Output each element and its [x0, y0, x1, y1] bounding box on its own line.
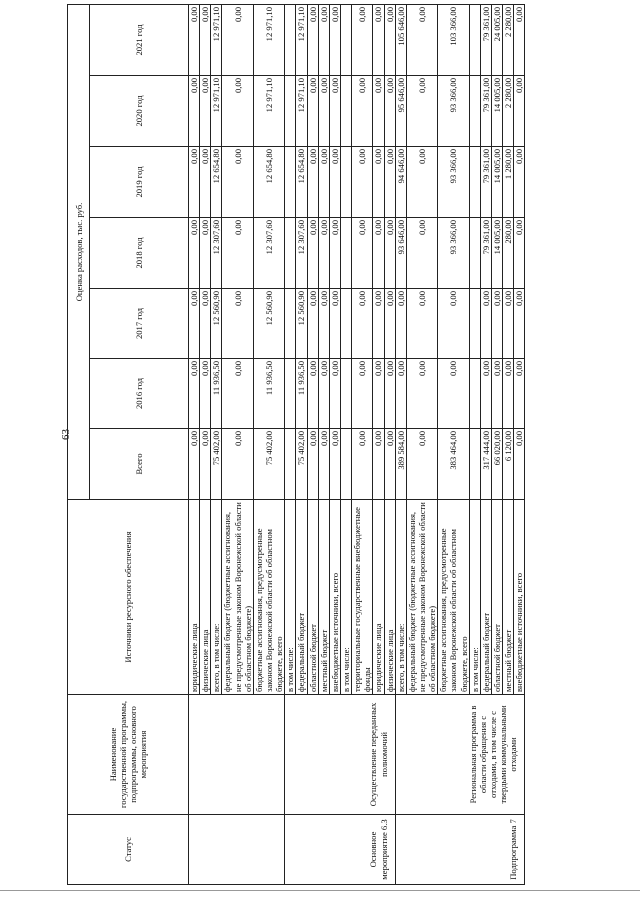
- source-cell: в том числе:: [469, 500, 480, 695]
- value-cell: 0,00: [514, 147, 525, 218]
- value-cell: 79 361,00: [480, 218, 491, 289]
- value-cell: 0,00: [406, 429, 437, 500]
- value-cell: 0,00: [307, 359, 318, 429]
- value-cell: 0,00: [200, 218, 211, 289]
- value-cell: 0,00: [329, 359, 340, 429]
- source-cell: внебюджетные источники, всего: [514, 500, 525, 695]
- value-cell: [469, 429, 480, 500]
- table-row: [189, 4, 200, 884]
- source-cell: территориальные государственные внебюджетные фонды: [352, 500, 373, 695]
- value-cell: 24 005,00: [491, 4, 502, 75]
- value-cell: 79 361,00: [480, 4, 491, 75]
- value-cell: 0,00: [318, 218, 329, 289]
- value-cell: 0,00: [514, 4, 525, 75]
- value-cell: [469, 218, 480, 289]
- source-cell: в том числе:: [285, 500, 296, 695]
- value-cell: 0,00: [373, 76, 384, 147]
- value-cell: 0,00: [189, 4, 200, 75]
- source-cell: всего, в том числе:: [211, 500, 222, 695]
- value-cell: 0,00: [222, 147, 253, 218]
- value-cell: 0,00: [307, 289, 318, 359]
- value-cell: [340, 4, 351, 75]
- value-cell: 94 646,00: [395, 147, 406, 218]
- value-cell: 12 971,10: [253, 4, 284, 75]
- header-estimate: Оценка расходов, тыс. руб.: [68, 4, 90, 499]
- value-cell: 95 646,00: [395, 76, 406, 147]
- value-cell: 79 361,00: [480, 147, 491, 218]
- value-cell: 0,00: [318, 359, 329, 429]
- value-cell: 0,00: [352, 429, 373, 500]
- source-cell: областной бюджет: [307, 500, 318, 695]
- value-cell: 75 402,00: [211, 429, 222, 500]
- value-cell: 0,00: [307, 4, 318, 75]
- row-name: [189, 695, 285, 815]
- value-cell: 79 361,00: [480, 76, 491, 147]
- value-cell: 0,00: [514, 289, 525, 359]
- value-cell: 280,00: [503, 218, 514, 289]
- value-cell: [285, 429, 296, 500]
- value-cell: 0,00: [318, 289, 329, 359]
- value-cell: 389 584,00: [395, 429, 406, 500]
- value-cell: [285, 289, 296, 359]
- value-cell: 0,00: [189, 147, 200, 218]
- value-cell: 93 366,00: [438, 218, 469, 289]
- value-cell: 12 971,10: [253, 76, 284, 147]
- value-cell: 0,00: [222, 4, 253, 75]
- value-cell: 12 971,10: [211, 76, 222, 147]
- table-row: [285, 4, 296, 884]
- value-cell: 0,00: [222, 76, 253, 147]
- value-cell: [340, 289, 351, 359]
- value-cell: 0,00: [318, 147, 329, 218]
- value-cell: [469, 359, 480, 429]
- value-cell: 1 280,00: [503, 147, 514, 218]
- value-cell: 0,00: [373, 429, 384, 500]
- value-cell: 12 654,80: [253, 147, 284, 218]
- value-cell: 105 646,00: [395, 4, 406, 75]
- value-cell: 0,00: [384, 429, 395, 500]
- value-cell: 0,00: [200, 429, 211, 500]
- value-cell: 11 936,50: [253, 359, 284, 429]
- source-cell: физические лица: [200, 500, 211, 695]
- value-cell: 0,00: [373, 4, 384, 75]
- value-cell: 75 402,00: [253, 429, 284, 500]
- header-year: 2016 год: [90, 359, 189, 429]
- row-name: Осуществление переданных полномочий: [285, 695, 395, 815]
- source-cell: местный бюджет: [318, 500, 329, 695]
- value-cell: 0,00: [438, 359, 469, 429]
- value-cell: 0,00: [189, 76, 200, 147]
- value-cell: 0,00: [384, 76, 395, 147]
- value-cell: 317 444,00: [480, 429, 491, 500]
- value-cell: 6 120,00: [503, 429, 514, 500]
- value-cell: 11 936,50: [296, 359, 307, 429]
- source-cell: федеральный бюджет (бюджетные ассигнования, не предусмотренные законом Воронежской области об областном бюджете): [222, 500, 253, 695]
- value-cell: 0,00: [329, 429, 340, 500]
- value-cell: 75 402,00: [296, 429, 307, 500]
- source-cell: местный бюджет: [503, 500, 514, 695]
- value-cell: 0,00: [503, 359, 514, 429]
- value-cell: 0,00: [406, 289, 437, 359]
- value-cell: 0,00: [329, 147, 340, 218]
- value-cell: 14 005,00: [491, 147, 502, 218]
- value-cell: 0,00: [395, 289, 406, 359]
- value-cell: 12 654,80: [296, 147, 307, 218]
- value-cell: 0,00: [189, 429, 200, 500]
- value-cell: 93 366,00: [438, 147, 469, 218]
- value-cell: [340, 218, 351, 289]
- value-cell: 0,00: [491, 289, 502, 359]
- value-cell: 0,00: [514, 218, 525, 289]
- source-cell: юридические лица: [373, 500, 384, 695]
- value-cell: 12 971,10: [211, 4, 222, 75]
- value-cell: [285, 359, 296, 429]
- value-cell: 103 366,00: [438, 4, 469, 75]
- value-cell: 0,00: [395, 359, 406, 429]
- header-year: Всего: [90, 429, 189, 500]
- value-cell: 12 560,90: [296, 289, 307, 359]
- value-cell: [285, 218, 296, 289]
- source-cell: юридические лица: [189, 500, 200, 695]
- value-cell: 0,00: [222, 429, 253, 500]
- value-cell: 12 307,60: [253, 218, 284, 289]
- value-cell: 0,00: [384, 289, 395, 359]
- value-cell: 0,00: [329, 76, 340, 147]
- source-cell: федеральный бюджет (бюджетные ассигнования, не предусмотренные законом Воронежской области об областном бюджете): [406, 500, 437, 695]
- value-cell: [340, 147, 351, 218]
- row-status: [189, 815, 285, 885]
- value-cell: 0,00: [352, 76, 373, 147]
- value-cell: 0,00: [491, 359, 502, 429]
- value-cell: 0,00: [200, 4, 211, 75]
- value-cell: 0,00: [352, 359, 373, 429]
- budget-table: [67, 4, 525, 885]
- value-cell: 0,00: [189, 289, 200, 359]
- value-cell: 0,00: [384, 4, 395, 75]
- value-cell: 0,00: [222, 289, 253, 359]
- value-cell: [469, 76, 480, 147]
- value-cell: 0,00: [384, 359, 395, 429]
- value-cell: 0,00: [318, 4, 329, 75]
- value-cell: 0,00: [438, 289, 469, 359]
- value-cell: [340, 76, 351, 147]
- value-cell: 0,00: [373, 147, 384, 218]
- value-cell: 93 366,00: [438, 76, 469, 147]
- value-cell: 0,00: [480, 289, 491, 359]
- source-cell: физические лица: [384, 500, 395, 695]
- header-year: 2019 год: [90, 147, 189, 218]
- source-cell: федеральный бюджет: [480, 500, 491, 695]
- value-cell: [340, 429, 351, 500]
- value-cell: 0,00: [318, 76, 329, 147]
- value-cell: 0,00: [222, 359, 253, 429]
- value-cell: [285, 4, 296, 75]
- value-cell: [340, 359, 351, 429]
- value-cell: 0,00: [352, 4, 373, 75]
- row-status: Основное мероприятие 6.3: [285, 815, 395, 885]
- value-cell: 0,00: [373, 359, 384, 429]
- value-cell: [285, 76, 296, 147]
- value-cell: 0,00: [384, 218, 395, 289]
- source-cell: внебюджетные источники, всего: [329, 500, 340, 695]
- value-cell: 0,00: [352, 289, 373, 359]
- value-cell: 0,00: [514, 359, 525, 429]
- value-cell: 0,00: [406, 147, 437, 218]
- value-cell: 2 280,00: [503, 4, 514, 75]
- row-status: Подпрограмма 7: [395, 815, 525, 885]
- value-cell: 0,00: [406, 76, 437, 147]
- value-cell: [469, 4, 480, 75]
- value-cell: [469, 147, 480, 218]
- value-cell: 2 280,00: [503, 76, 514, 147]
- value-cell: 0,00: [189, 218, 200, 289]
- value-cell: 0,00: [384, 147, 395, 218]
- rotated-table-container: [67, 5, 637, 885]
- value-cell: 12 560,90: [253, 289, 284, 359]
- value-cell: 12 971,10: [296, 4, 307, 75]
- header-year: 2018 год: [90, 218, 189, 289]
- header-year: 2020 год: [90, 76, 189, 147]
- header-source: Источники ресурсного обеспечения: [68, 500, 189, 695]
- value-cell: 0,00: [373, 289, 384, 359]
- value-cell: 0,00: [200, 359, 211, 429]
- page-number: 63: [60, 429, 72, 440]
- value-cell: 383 464,00: [438, 429, 469, 500]
- value-cell: 12 971,10: [296, 76, 307, 147]
- value-cell: 0,00: [514, 76, 525, 147]
- value-cell: 0,00: [373, 218, 384, 289]
- value-cell: 0,00: [503, 289, 514, 359]
- value-cell: 0,00: [406, 4, 437, 75]
- value-cell: 0,00: [329, 289, 340, 359]
- value-cell: 14 005,00: [491, 218, 502, 289]
- page-bottom-rule: [0, 890, 640, 891]
- source-cell: бюджетные ассигнования, предусмотренные законом Воронежской области об областном бюджете, всего: [253, 500, 284, 695]
- source-cell: всего, в том числе:: [395, 500, 406, 695]
- source-cell: в том числе:: [340, 500, 351, 695]
- source-cell: федеральный бюджет: [296, 500, 307, 695]
- header-status: Статус: [68, 815, 189, 885]
- value-cell: 0,00: [329, 4, 340, 75]
- table-body: [189, 4, 525, 884]
- value-cell: [469, 289, 480, 359]
- value-cell: 0,00: [189, 359, 200, 429]
- value-cell: 0,00: [200, 76, 211, 147]
- value-cell: [285, 147, 296, 218]
- value-cell: 12 307,60: [211, 218, 222, 289]
- source-cell: бюджетные ассигнования, предусмотренные законом Воронежской области об областном бюджете, всего: [438, 500, 469, 695]
- value-cell: 0,00: [329, 218, 340, 289]
- value-cell: 0,00: [406, 218, 437, 289]
- value-cell: 0,00: [480, 359, 491, 429]
- header-year: 2021 год: [90, 4, 189, 75]
- value-cell: 0,00: [307, 76, 318, 147]
- value-cell: 14 005,00: [491, 76, 502, 147]
- header-year: 2017 год: [90, 289, 189, 359]
- value-cell: 0,00: [307, 218, 318, 289]
- value-cell: 11 936,50: [211, 359, 222, 429]
- value-cell: 0,00: [352, 218, 373, 289]
- row-name: Региональная программа в области обращения с отходами, в том числе с твердыми коммунальными отходами: [395, 695, 525, 815]
- value-cell: 12 560,90: [211, 289, 222, 359]
- value-cell: 12 654,80: [211, 147, 222, 218]
- value-cell: 0,00: [200, 289, 211, 359]
- header-name: Наименование государственной программы, подпрограммы, основного мероприятия: [68, 695, 189, 815]
- value-cell: 0,00: [222, 218, 253, 289]
- value-cell: 0,00: [352, 147, 373, 218]
- table-row: [395, 4, 406, 884]
- value-cell: 0,00: [514, 429, 525, 500]
- value-cell: 0,00: [200, 147, 211, 218]
- value-cell: 66 020,00: [491, 429, 502, 500]
- value-cell: 0,00: [406, 359, 437, 429]
- value-cell: 0,00: [307, 429, 318, 500]
- value-cell: 93 646,00: [395, 218, 406, 289]
- source-cell: областной бюджет: [491, 500, 502, 695]
- value-cell: 0,00: [318, 429, 329, 500]
- value-cell: 0,00: [307, 147, 318, 218]
- value-cell: 12 307,60: [296, 218, 307, 289]
